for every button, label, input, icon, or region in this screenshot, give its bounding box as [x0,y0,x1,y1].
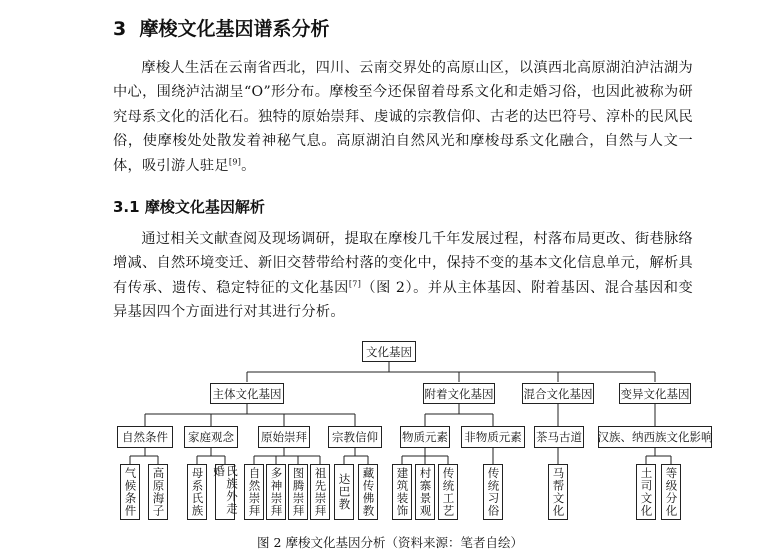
node-family-concept: 家庭观念 [184,426,238,448]
leaf-matrilineal-clan: 母系氏族 [187,464,207,520]
leaf-hierarchy: 等级分化 [661,464,681,520]
leaf-ancestor-worship: 祖先崇拜 [310,464,330,520]
diagram-root: 文化基因 [362,341,416,362]
leaf-nature-worship: 自然崇拜 [244,464,264,520]
leaf-polytheism: 多神崇拜 [266,464,286,520]
leaf-traditional-customs: 传统习俗 [483,464,503,520]
paragraph-2 [113,227,693,325]
leaf-traditional-craft: 传统工艺 [438,464,458,520]
node-primitive-worship: 原始崇拜 [258,426,310,448]
node-han-naxi-influence: 汉族、纳西族文化影响 [598,426,712,448]
leaf-totem-worship: 图腾崇拜 [288,464,308,520]
node-attached-gene: 附着文化基因 [423,383,495,404]
node-material-elements: 物质元素 [400,426,450,448]
paragraph-1 [113,56,693,178]
paragraph-2-text-b: （图 2）。并从主体基因、附着基因、混合基因和变异基因四个方面进行对其进行分析。 [113,279,694,321]
leaf-daba-religion: 达巴教 [334,464,354,520]
citation-7: [7] [348,279,362,289]
leaf-village-landscape: 村寨景观 [415,464,435,520]
paragraph-1-text: 摩梭人生活在云南省西北，四川、云南交界处的高原山区，以滇西北高原湖泊泸沽湖为中心，围绕泸沽湖呈“O”形分布。摩梭至今还保留着母系文化和走婚习俗，也因此被称为研究母系文化的活化石。独特的原始崇拜、虔诚的宗教信仰、古老的达巴符号、淳朴的民风民俗，使摩梭处处散发着神秘气息。高原湖泊自然风光和摩梭母系文化融合，自然与人文一体，吸引游人驻足 [113,60,693,174]
node-religious-belief: 宗教信仰 [328,426,382,448]
leaf-climate-conditions: 气候条件 [120,464,140,520]
leaf-caravan-culture: 马帮文化 [548,464,568,520]
citation-9: [9] [228,156,242,166]
leaf-plateau-lake: 高原海子 [148,464,168,520]
leaf-walking-marriage: 氏族外走婚 [215,464,235,520]
subsection-number: 3.1 [113,198,140,216]
node-intangible-elements: 非物质元素 [461,426,525,448]
paragraph-2-text-a: 通过相关文献查阅及现场调研，提取在摩梭几千年发展过程，村落布局更改、街巷脉络增减、自然环境变迁、新旧交替带给村落的变化中，保持不变的基本文化信息单元，解析具有传承、遗传、稳定特征的文化基因 [113,231,693,296]
node-tea-horse-road: 茶马古道 [534,426,584,448]
section-number: 3 [113,18,127,40]
leaf-tibetan-buddhism: 藏传佛教 [358,464,378,520]
subsection-title: 摩梭文化基因解析 [144,198,265,216]
paragraph-1-tail: 。 [241,157,256,174]
leaf-architectural-decoration: 建筑装饰 [392,464,412,520]
leaf-tusi-culture: 土司文化 [636,464,656,520]
node-mixed-gene: 混合文化基因 [522,383,594,404]
node-natural-conditions: 自然条件 [117,426,173,448]
figure-caption: 图 2 摩梭文化基因分析（资料来源：笔者自绘） [257,535,523,550]
node-subject-gene: 主体文化基因 [210,383,284,404]
subsection-heading [113,196,265,218]
section-title: 摩梭文化基因谱系分析 [139,18,330,40]
section-heading [113,16,329,42]
node-variant-gene: 变异文化基因 [619,383,691,404]
